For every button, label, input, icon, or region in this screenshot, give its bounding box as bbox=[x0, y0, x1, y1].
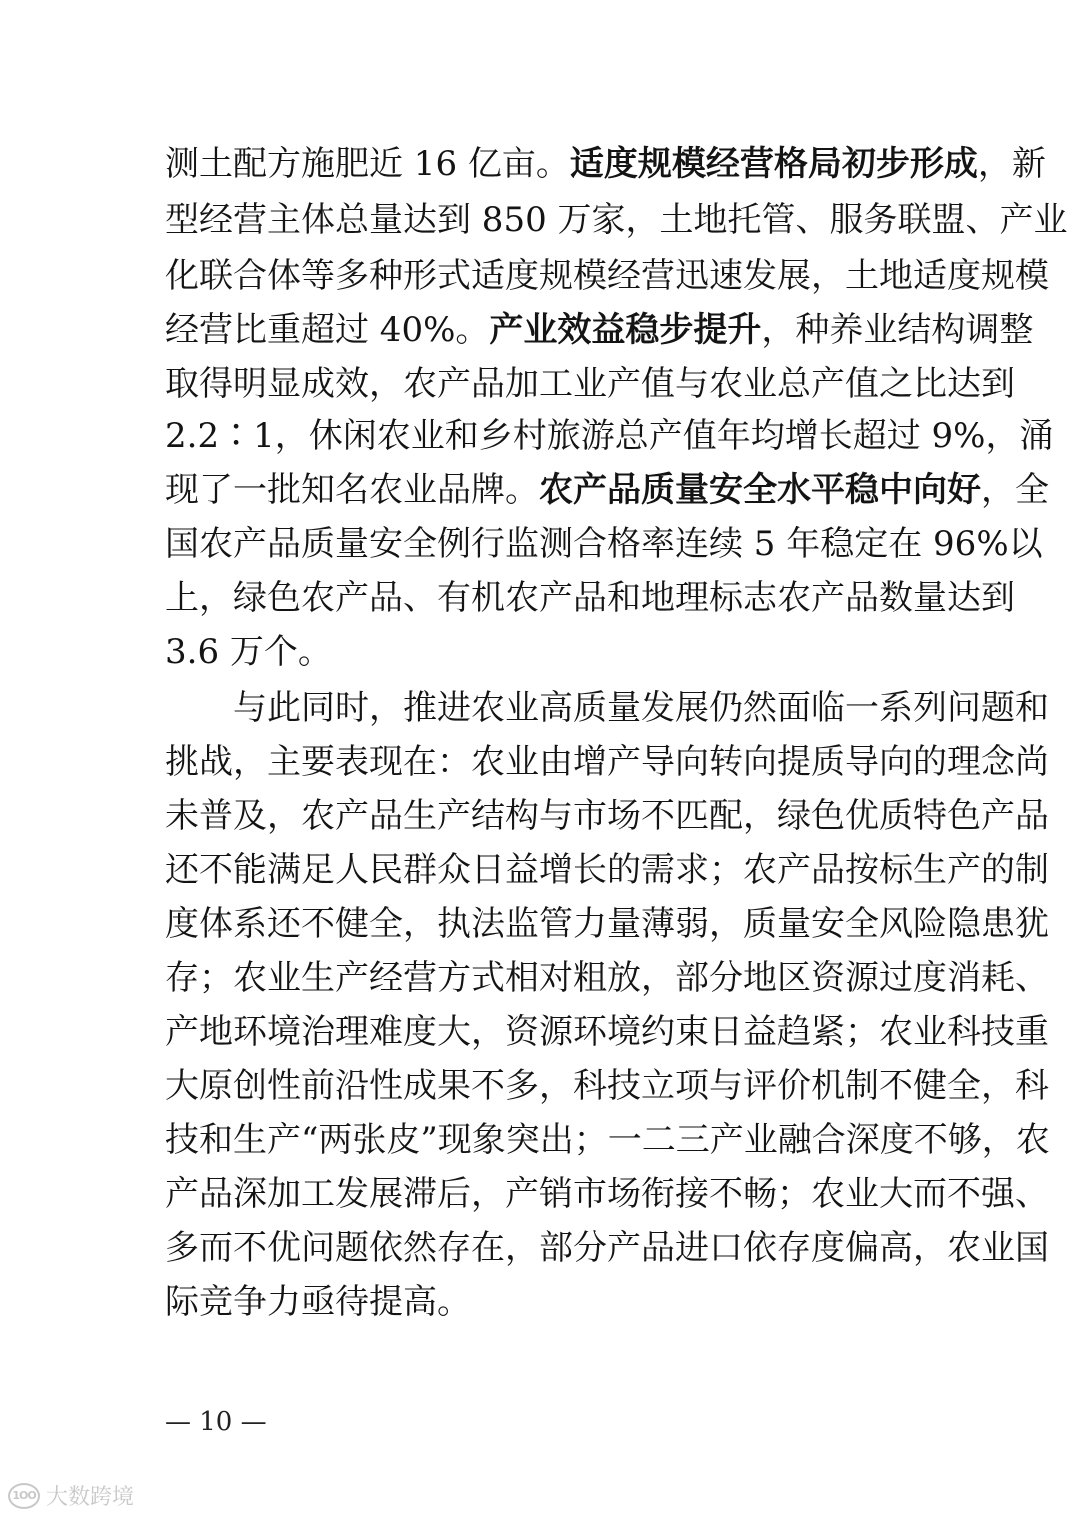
text-line: 产地环境治理难度大，资源环境约束日益趋紧；农业科技重 bbox=[165, 1012, 1049, 1052]
text-line: 取得明显成效，农产品加工业产值与农业总产值之比达到 bbox=[165, 364, 1015, 404]
text-line: 3.6 万个。 bbox=[165, 632, 332, 672]
text-line: 现了一批知名农业品牌。农产品质量安全水平稳中向好，全 bbox=[165, 470, 1049, 510]
text-line: 未普及，农产品生产结构与市场不匹配，绿色优质特色产品 bbox=[165, 796, 1049, 836]
text-line: 经营比重超过 40%。产业效益稳步提升，种养业结构调整 bbox=[165, 310, 1034, 350]
watermark-text: 大数跨境 bbox=[46, 1485, 135, 1510]
text-line: 2.2∶1，休闲农业和乡村旅游总产值年均增长超过 9%，涌 bbox=[165, 416, 1054, 456]
text-line: 度体系还不健全，执法监管力量薄弱，质量安全风险隐患犹 bbox=[165, 904, 1049, 944]
bold-heading: 农产品质量安全水平稳中向好 bbox=[539, 470, 981, 510]
text-line: 化联合体等多种形式适度规模经营迅速发展，土地适度规模 bbox=[165, 256, 1049, 296]
text-line: 型经营主体总量达到 850 万家，土地托管、服务联盟、产业 bbox=[165, 200, 1068, 240]
text-line: 多而不优问题依然存在，部分产品进口依存度偏高，农业国 bbox=[165, 1228, 1049, 1268]
watermark bbox=[8, 1480, 134, 1511]
text-line: 产品深加工发展滞后，产销市场衔接不畅；农业大而不强、 bbox=[165, 1174, 1049, 1214]
page-number: — 10 — bbox=[165, 1407, 267, 1437]
bold-heading: 产业效益稳步提升 bbox=[489, 310, 762, 350]
text-line: 国农产品质量安全例行监测合格率连续 5 年稳定在 96%以 bbox=[165, 524, 1043, 564]
text-line: 际竞争力亟待提高。 bbox=[165, 1282, 471, 1322]
text-line: 与此同时，推进农业高质量发展仍然面临一系列问题和 bbox=[165, 688, 1049, 728]
text-line: 存；农业生产经营方式相对粗放，部分地区资源过度消耗、 bbox=[165, 958, 1049, 998]
watermark-logo-icon: 1OO bbox=[8, 1483, 40, 1509]
text-line: 上，绿色农产品、有机农产品和地理标志农产品数量达到 bbox=[165, 578, 1015, 618]
text-line: 测土配方施肥近 16 亿亩。适度规模经营格局初步形成，新 bbox=[165, 144, 1046, 184]
text-line: 还不能满足人民群众日益增长的需求；农产品按标生产的制 bbox=[165, 850, 1049, 890]
text-line: 挑战，主要表现在：农业由增产导向转向提质导向的理念尚 bbox=[165, 742, 1049, 782]
text-line: 大原创性前沿性成果不多，科技立项与评价机制不健全，科 bbox=[165, 1066, 1049, 1106]
text-line: 技和生产“两张皮”现象突出；一二三产业融合深度不够，农 bbox=[165, 1120, 1050, 1160]
bold-heading: 适度规模经营格局初步形成 bbox=[569, 144, 978, 184]
